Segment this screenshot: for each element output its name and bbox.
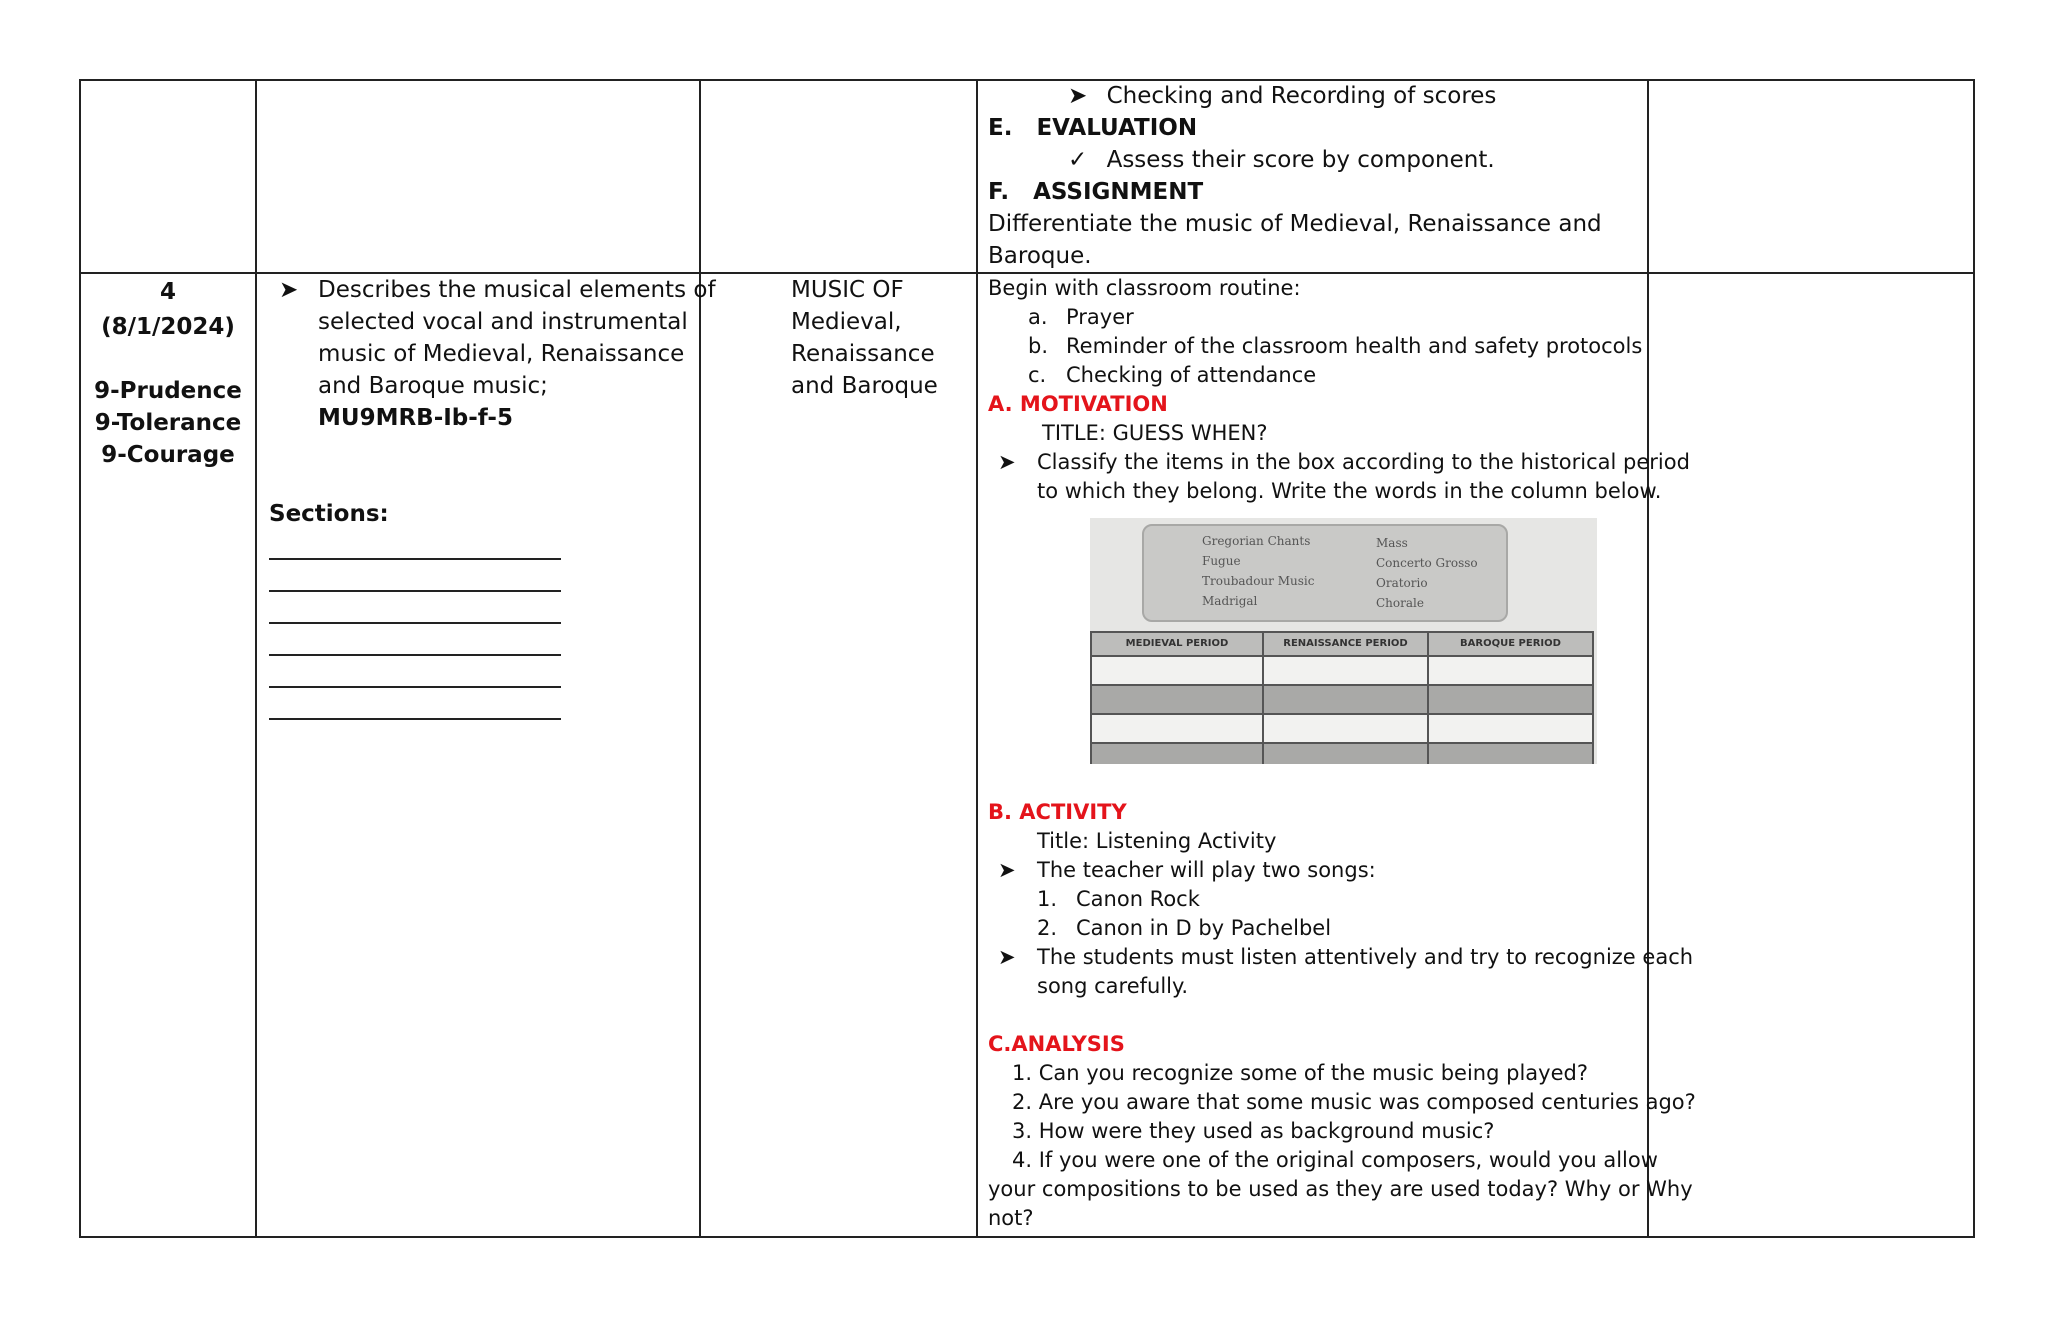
activity-title: Title: Listening Activity: [1037, 829, 1277, 853]
arrow-bullet-icon: ➤: [998, 858, 1016, 882]
arrow-bullet-icon: ➤: [279, 277, 299, 303]
row1-procedure-cell: [988, 80, 1643, 270]
word-item: Concerto Grosso: [1376, 556, 1478, 570]
blank-line: [269, 654, 561, 656]
competency-line: Describes the musical elements of: [318, 277, 716, 303]
word-item: Oratorio: [1376, 576, 1428, 590]
competency-line: music of Medieval, Renaissance: [318, 341, 685, 367]
routine-text: Prayer: [1066, 305, 1134, 329]
routine-intro: Begin with classroom routine:: [988, 276, 1301, 300]
sections-label: Sections:: [269, 501, 389, 527]
topic-cell: [791, 274, 971, 402]
list-marker: b.: [1028, 334, 1049, 358]
section-name: 9-Courage: [101, 442, 235, 468]
competency-line: and Baroque music;: [318, 373, 548, 399]
assignment-heading: F. ASSIGNMENT: [988, 179, 1204, 205]
analysis-question: 2. Are you aware that some music was composed centuries ago?: [1012, 1090, 1696, 1114]
table-bottom-border: [79, 1236, 1975, 1238]
period-header: RENAISSANCE PERIOD: [1264, 633, 1427, 655]
song-item: [1037, 885, 1200, 914]
list-marker: c.: [1028, 363, 1047, 387]
evaluation-heading: E. EVALUATION: [988, 115, 1198, 141]
word-item: Fugue: [1202, 554, 1241, 568]
checkmark-icon: ✓: [1068, 147, 1088, 173]
motivation-instruction-line: to which they belong. Write the words in the column below.: [1037, 479, 1662, 503]
arrow-bullet-icon: ➤: [998, 450, 1016, 474]
analysis-question: 4. If you were one of the original composers, would you allow: [1012, 1148, 1658, 1172]
analysis-question-continued: your compositions to be used as they are used today? Why or Why: [988, 1177, 1693, 1201]
list-marker: 2.: [1037, 916, 1058, 940]
analysis-question-continued: not?: [988, 1206, 1034, 1230]
lesson-date: (8/1/2024): [101, 314, 235, 340]
motivation-title: TITLE: GUESS WHEN?: [1042, 421, 1268, 445]
routine-text: Checking of attendance: [1066, 363, 1317, 387]
period-table: [1090, 631, 1594, 764]
word-item: Chorale: [1376, 596, 1424, 610]
motivation-heading: A. MOTIVATION: [988, 392, 1168, 416]
word-item: Gregorian Chants: [1202, 534, 1311, 548]
competency-code: MU9MRB-Ib-f-5: [318, 405, 513, 431]
song-title: Canon in D by Pachelbel: [1076, 916, 1332, 940]
assess-check-item: [1068, 144, 1495, 176]
period-header: MEDIEVAL PERIOD: [1092, 633, 1262, 655]
period-header: BAROQUE PERIOD: [1429, 633, 1592, 655]
word-item: Mass: [1376, 536, 1408, 550]
table-left-border: [79, 79, 81, 1238]
section-name: 9-Prudence: [94, 378, 242, 404]
routine-text: Reminder of the classroom health and safety protocols: [1066, 334, 1643, 358]
arrow-bullet-icon: ➤: [1068, 83, 1088, 109]
activity-instruction-line: The students must listen attentively and try to recognize each: [1037, 945, 1694, 969]
routine-item: [1028, 303, 1134, 332]
analysis-heading: C.ANALYSIS: [988, 1032, 1125, 1056]
list-marker: 1.: [1037, 887, 1058, 911]
table-row: [1092, 713, 1592, 742]
routine-item: [1028, 361, 1316, 390]
competency-line: selected vocal and instrumental: [318, 309, 688, 335]
column-divider: [1647, 79, 1649, 1238]
motivation-instruction-line: Classify the items in the box according to the historical period: [1037, 450, 1690, 474]
blank-line: [269, 622, 561, 624]
routine-item: [1028, 332, 1642, 361]
table-row: [1092, 655, 1592, 684]
column-divider: [255, 79, 257, 1238]
topic-line: Medieval,: [791, 309, 902, 335]
topic-line: MUSIC OF: [791, 277, 904, 303]
section-name: 9-Tolerance: [94, 410, 242, 436]
table-right-border: [1973, 79, 1975, 1238]
arrow-bullet-icon: ➤: [998, 945, 1016, 969]
assignment-text-line-1: Differentiate the music of Medieval, Renaissance and: [988, 211, 1602, 237]
song-title: Canon Rock: [1076, 887, 1200, 911]
blank-line: [269, 718, 561, 720]
day-number: 4: [159, 279, 176, 305]
check-text: Assess their score by component.: [1106, 147, 1495, 173]
song-item: [1037, 914, 1331, 943]
word-box: [1142, 524, 1508, 622]
analysis-question: 3. How were they used as background music?: [1012, 1119, 1495, 1143]
topic-line: and Baroque: [791, 373, 938, 399]
column-divider: [699, 79, 701, 1238]
analysis-question: 1. Can you recognize some of the music being played?: [1012, 1061, 1588, 1085]
assignment-text-line-2: Baroque.: [988, 243, 1092, 269]
topic-line: Renaissance: [791, 341, 935, 367]
column-divider: [976, 79, 978, 1238]
table-row: [1092, 684, 1592, 713]
blank-line: [269, 590, 561, 592]
activity-instruction: The teacher will play two songs:: [1037, 858, 1376, 882]
checking-bullet: [1068, 80, 1496, 112]
activity-instruction-line: song carefully.: [1037, 974, 1189, 998]
blank-line: [269, 686, 561, 688]
bullet-text: Checking and Recording of scores: [1106, 83, 1497, 109]
word-item: Madrigal: [1202, 594, 1258, 608]
table-column-divider: [1427, 633, 1429, 764]
table-column-divider: [1262, 633, 1264, 764]
blank-line: [269, 558, 561, 560]
word-item: Troubadour Music: [1202, 574, 1315, 588]
table-row: [1092, 742, 1592, 764]
worksheet-photo: [1090, 518, 1597, 764]
activity-heading: B. ACTIVITY: [988, 800, 1127, 824]
day-date-cell: [81, 276, 255, 471]
list-marker: a.: [1028, 305, 1048, 329]
